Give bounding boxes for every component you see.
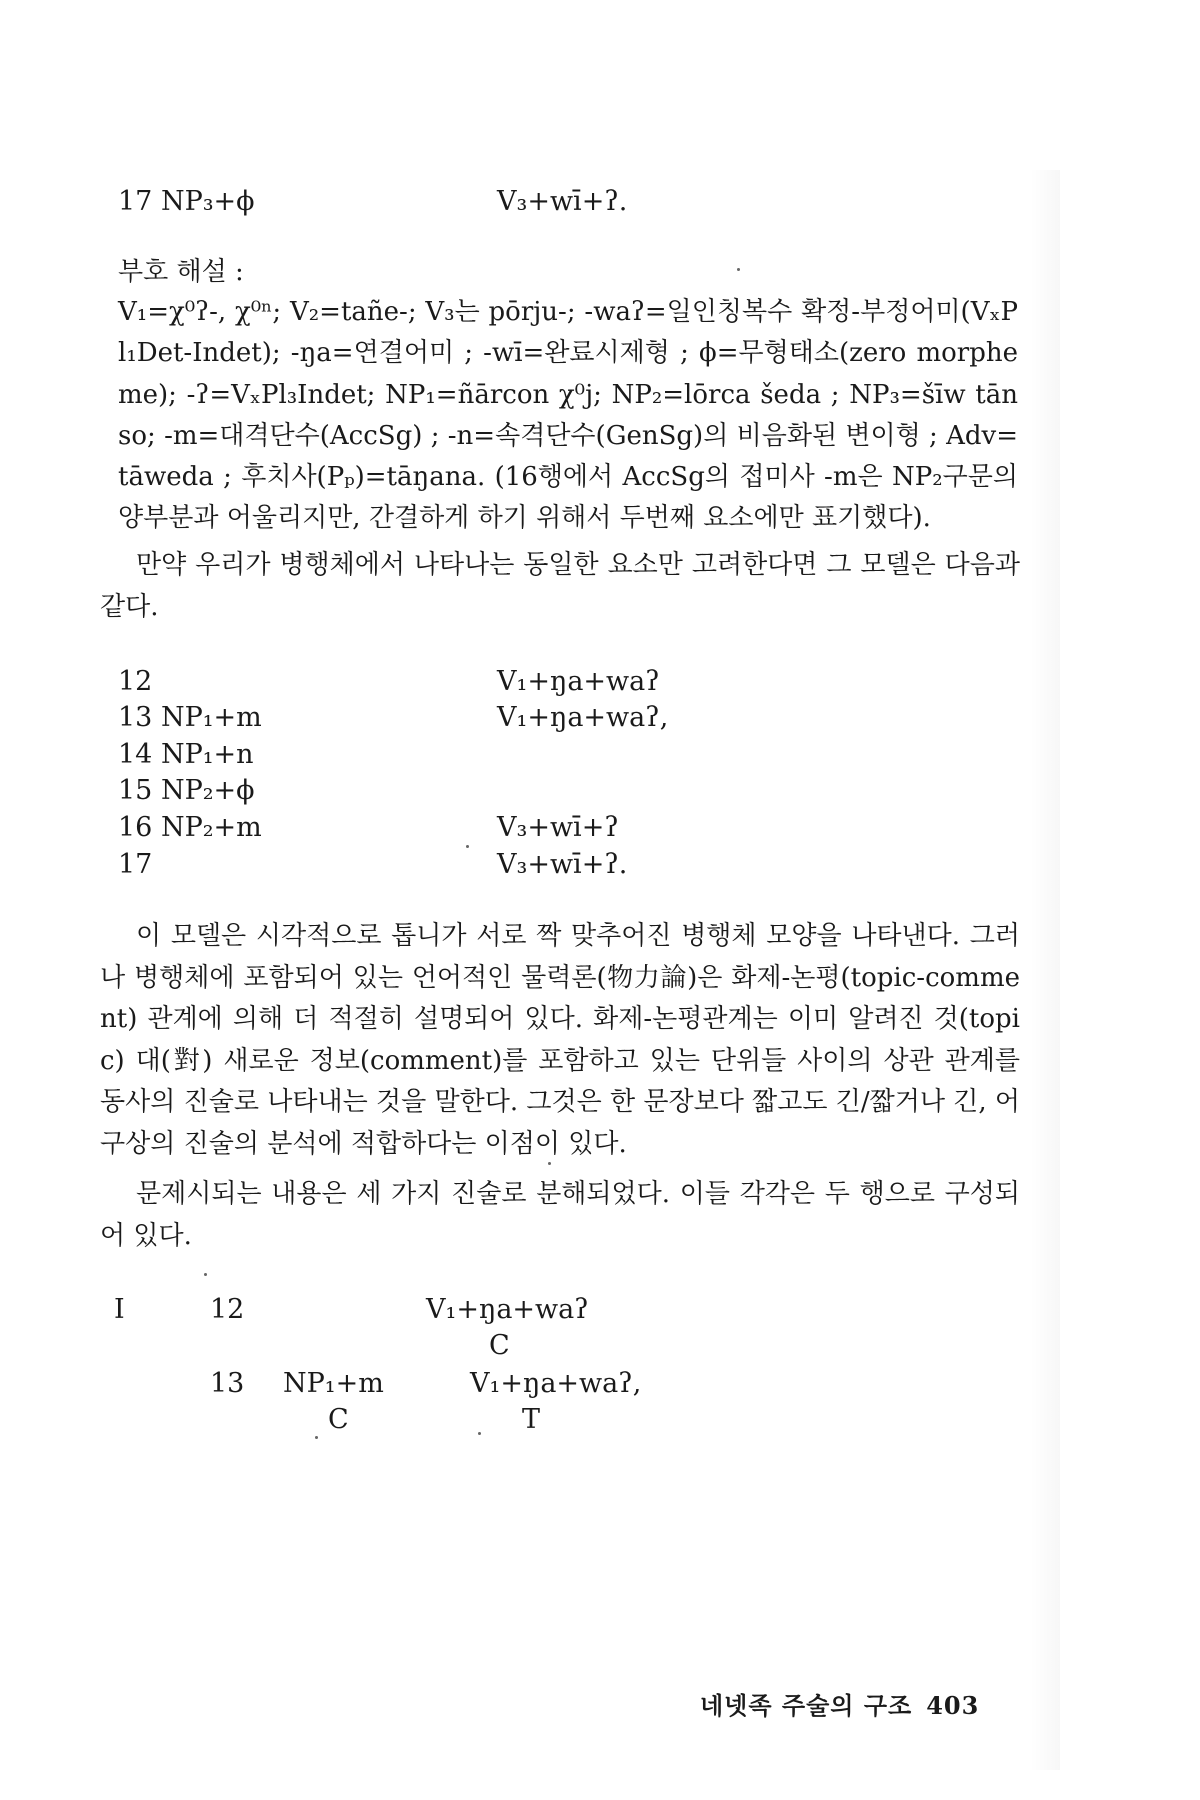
line-17-left: 17 NP₃+ϕ	[118, 186, 255, 217]
model-line-12-right: V₁+ŋa+waʔ	[497, 666, 660, 697]
model-line-13-right: V₁+ŋa+waʔ,	[497, 702, 669, 733]
paragraph-model-intro	[100, 545, 1020, 628]
model-line-17-left: 17	[118, 849, 153, 880]
footer-title: 네넷족 주술의 구조	[700, 1692, 913, 1720]
model-line-14-left: 14 NP₁+n	[118, 739, 254, 770]
line-17-right: V₃+wī+ʔ.	[497, 186, 628, 217]
model-line-16-left: 16 NP₂+m	[118, 812, 262, 843]
scan-speck	[315, 1436, 318, 1439]
analysis-line-12-formula: V₁+ŋa+waʔ	[426, 1294, 589, 1325]
glossary-title: 부호 해설 :	[118, 257, 244, 287]
paragraph-topic-comment-text: 이 모델은 시각적으로 톱니가 서로 짝 맞추어진 병행체 모양을 나타낸다. 그러나 병행체에 포함되어 있는 언어적인 물력론(物力論)은 화제-논평(topic-comment) 관계에 의해 더 적절히 설명되어 있다. 화제-논평관계는 이미 알려진 것(topic) 대(對) 새로운 정보(comment)를 포함하고 있는 단위들 사이의 상관 관계를 동사의 진술로 나타내는 것을 말한다. 그것은 한 문장보다 짧고도 긴/짧거나 긴, 어구상의 진술의 분석에 적합하다는 이점이 있다.	[100, 921, 1020, 1159]
scan-speck	[737, 268, 740, 271]
analysis-line-12-number: 12	[210, 1294, 245, 1325]
scan-shadow	[1030, 170, 1060, 1770]
analysis-line-12-mark: C	[489, 1330, 510, 1361]
running-footer	[700, 1686, 979, 1721]
analysis-line-13-number: 13	[210, 1368, 245, 1399]
analysis-line-13-mark: T	[522, 1404, 541, 1435]
model-line-13-left: 13 NP₁+m	[118, 702, 262, 733]
model-line-15-left: 15 NP₂+ϕ	[118, 775, 255, 806]
paragraph-three-statements	[100, 1174, 1020, 1257]
paragraph-topic-comment	[100, 916, 1020, 1165]
scan-speck	[478, 1432, 481, 1435]
model-line-16-right: V₃+wī+ʔ	[497, 812, 619, 843]
analysis-roman-numeral: I	[114, 1294, 125, 1325]
scan-speck	[466, 845, 469, 848]
glossary-text: V₁=χ⁰ʔ-, χ⁰ⁿ; V₂=tañe-; V₃는 pōrju-; -waʔ=일인칭복수 확정-부정어미(VₓPl₁Det-Indet); -ŋa=연결어미 ; -wī=완료시제형 ; ϕ=무형태소(zero morpheme); -ʔ=VₓPl₃Indet; NP₁=ñārcon χ⁰j; NP₂=lōrca šeda ; NP₃=šīw tānso; -m=대격단수(AccSg) ; -n=속격단수(GenSg)의 비음화된 변이형 ; Adv=tāweda ; 후치사(Pₚ)=tāŋana. (16행에서 AccSg의 접미사 -m은 NP₂구문의 양부분과 어울리지만, 간결하게 하기 위해서 두번째 요소에만 표기했다).	[118, 297, 1018, 534]
paragraph-three-statements-text: 문제시되는 내용은 세 가지 진술로 분해되었다. 이들 각각은 두 행으로 구성되어 있다.	[100, 1179, 1020, 1251]
analysis-line-13-np-mark: C	[328, 1404, 349, 1435]
analysis-line-13-formula: V₁+ŋa+waʔ,	[470, 1368, 642, 1399]
analysis-line-13-np: NP₁+m	[283, 1368, 384, 1399]
model-line-17-right: V₃+wī+ʔ.	[497, 849, 628, 880]
scan-speck	[548, 1162, 551, 1165]
model-line-12-left: 12	[118, 666, 153, 697]
paragraph-model-intro-text: 만약 우리가 병행체에서 나타나는 동일한 요소만 고려한다면 그 모델은 다음과 같다.	[100, 550, 1020, 622]
scan-speck	[204, 1273, 207, 1276]
page-number: 403	[926, 1691, 980, 1720]
